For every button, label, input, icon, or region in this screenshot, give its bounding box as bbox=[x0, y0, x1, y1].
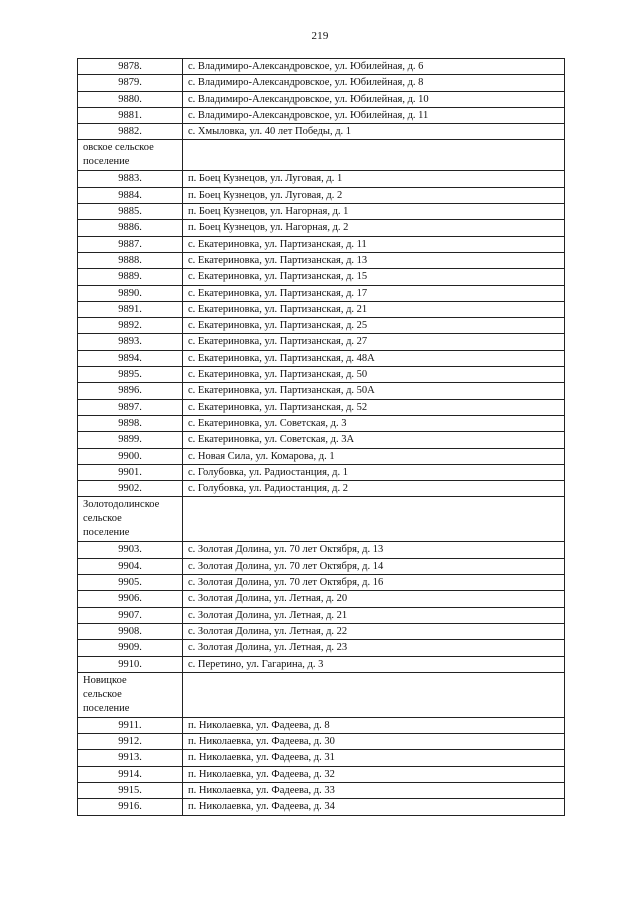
address-registry-table bbox=[77, 58, 565, 816]
row-number: 9903. bbox=[78, 542, 183, 558]
table-row bbox=[78, 252, 565, 268]
row-address: п. Николаевка, ул. Фадеева, д. 33 bbox=[183, 782, 565, 798]
row-address: п. Николаевка, ул. Фадеева, д. 8 bbox=[183, 717, 565, 733]
row-address: с. Золотая Долина, ул. 70 лет Октября, д. 16 bbox=[183, 575, 565, 591]
row-address: п. Боец Кузнецов, ул. Нагорная, д. 2 bbox=[183, 220, 565, 236]
row-number: 9881. bbox=[78, 107, 183, 123]
table-row bbox=[78, 607, 565, 623]
page-number: 219 bbox=[311, 30, 329, 42]
row-number: 9892. bbox=[78, 318, 183, 334]
table-row bbox=[78, 59, 565, 75]
row-address: с. Хмыловка, ул. 40 лет Победы, д. 1 bbox=[183, 124, 565, 140]
table-row bbox=[78, 717, 565, 733]
table-row bbox=[78, 415, 565, 431]
row-number: 9904. bbox=[78, 558, 183, 574]
row-address: с. Золотая Долина, ул. Летная, д. 20 bbox=[183, 591, 565, 607]
row-number: 9883. bbox=[78, 171, 183, 187]
row-number: 9914. bbox=[78, 766, 183, 782]
table-row bbox=[78, 542, 565, 558]
table-row bbox=[78, 656, 565, 672]
row-number: 9905. bbox=[78, 575, 183, 591]
row-number: 9888. bbox=[78, 252, 183, 268]
row-address: с. Новая Сила, ул. Комарова, д. 1 bbox=[183, 448, 565, 464]
table-row bbox=[78, 204, 565, 220]
row-number: 9907. bbox=[78, 607, 183, 623]
table-row bbox=[78, 448, 565, 464]
row-number: 9878. bbox=[78, 59, 183, 75]
empty-address-cell bbox=[183, 140, 565, 171]
table-row bbox=[78, 766, 565, 782]
table-row bbox=[78, 334, 565, 350]
row-address: с. Голубовка, ул. Радиостанция, д. 1 bbox=[183, 464, 565, 480]
table-row bbox=[78, 383, 565, 399]
settlement-group-line: Золотодолинское bbox=[83, 499, 160, 511]
row-address: с. Екатериновка, ул. Партизанская, д. 15 bbox=[183, 269, 565, 285]
row-number: 9910. bbox=[78, 656, 183, 672]
row-number: 9901. bbox=[78, 464, 183, 480]
row-number: 9894. bbox=[78, 350, 183, 366]
table-row bbox=[78, 750, 565, 766]
row-address: п. Николаевка, ул. Фадеева, д. 31 bbox=[183, 750, 565, 766]
table-row bbox=[78, 464, 565, 480]
row-address: п. Боец Кузнецов, ул. Луговая, д. 1 bbox=[183, 171, 565, 187]
row-address: с. Екатериновка, ул. Советская, д. 3А bbox=[183, 432, 565, 448]
row-number: 9890. bbox=[78, 285, 183, 301]
row-address: с. Владимиро-Александровское, ул. Юбилейная, д. 10 bbox=[183, 91, 565, 107]
row-number: 9886. bbox=[78, 220, 183, 236]
row-number: 9915. bbox=[78, 782, 183, 798]
row-address: с. Екатериновка, ул. Партизанская, д. 11 bbox=[183, 236, 565, 252]
table-row bbox=[78, 187, 565, 203]
settlement-group-line: Новицкое bbox=[83, 674, 127, 686]
row-number: 9893. bbox=[78, 334, 183, 350]
row-address: с. Золотая Долина, ул. 70 лет Октября, д. 13 bbox=[183, 542, 565, 558]
row-number: 9900. bbox=[78, 448, 183, 464]
row-address: с. Золотая Долина, ул. Летная, д. 21 bbox=[183, 607, 565, 623]
row-address: с. Екатериновка, ул. Партизанская, д. 17 bbox=[183, 285, 565, 301]
row-address: с. Екатериновка, ул. Партизанская, д. 13 bbox=[183, 252, 565, 268]
table-row bbox=[78, 91, 565, 107]
row-number: 9911. bbox=[78, 717, 183, 733]
row-number: 9899. bbox=[78, 432, 183, 448]
table-row bbox=[78, 171, 565, 187]
settlement-group-name bbox=[78, 672, 183, 717]
row-number: 9896. bbox=[78, 383, 183, 399]
row-address: с. Екатериновка, ул. Партизанская, д. 52 bbox=[183, 399, 565, 415]
row-number: 9882. bbox=[78, 124, 183, 140]
row-address: с. Екатериновка, ул. Партизанская, д. 50А bbox=[183, 383, 565, 399]
table-row bbox=[78, 734, 565, 750]
row-number: 9880. bbox=[78, 91, 183, 107]
table-row bbox=[78, 481, 565, 497]
settlement-group-line: сельское bbox=[83, 513, 122, 525]
table-row bbox=[78, 640, 565, 656]
row-address: с. Перетино, ул. Гагарина, д. 3 bbox=[183, 656, 565, 672]
row-number: 9895. bbox=[78, 367, 183, 383]
row-address: с. Золотая Долина, ул. 70 лет Октября, д. 14 bbox=[183, 558, 565, 574]
table-row bbox=[78, 301, 565, 317]
row-address: с. Золотая Долина, ул. Летная, д. 23 bbox=[183, 640, 565, 656]
settlement-group-line: поселение bbox=[83, 156, 130, 168]
table-row bbox=[78, 623, 565, 639]
table-row bbox=[78, 236, 565, 252]
settlement-group-line: сельское bbox=[83, 688, 122, 700]
row-address: п. Боец Кузнецов, ул. Луговая, д. 2 bbox=[183, 187, 565, 203]
empty-address-cell bbox=[183, 497, 565, 542]
row-address: п. Боец Кузнецов, ул. Нагорная, д. 1 bbox=[183, 204, 565, 220]
row-number: 9909. bbox=[78, 640, 183, 656]
settlement-group-row bbox=[78, 497, 565, 542]
row-address: с. Екатериновка, ул. Партизанская, д. 25 bbox=[183, 318, 565, 334]
row-address: с. Екатериновка, ул. Советская, д. 3 bbox=[183, 415, 565, 431]
row-number: 9879. bbox=[78, 75, 183, 91]
table-row bbox=[78, 575, 565, 591]
row-address: с. Золотая Долина, ул. Летная, д. 22 bbox=[183, 623, 565, 639]
row-address: с. Екатериновка, ул. Партизанская, д. 27 bbox=[183, 334, 565, 350]
row-address: с. Владимиро-Александровское, ул. Юбилейная, д. 6 bbox=[183, 59, 565, 75]
row-number: 9916. bbox=[78, 799, 183, 815]
row-number: 9884. bbox=[78, 187, 183, 203]
row-address: с. Екатериновка, ул. Партизанская, д. 50 bbox=[183, 367, 565, 383]
settlement-group-row bbox=[78, 140, 565, 171]
table-row bbox=[78, 399, 565, 415]
table-row bbox=[78, 220, 565, 236]
row-number: 9897. bbox=[78, 399, 183, 415]
table-row bbox=[78, 367, 565, 383]
table-row bbox=[78, 799, 565, 815]
row-address: п. Николаевка, ул. Фадеева, д. 32 bbox=[183, 766, 565, 782]
table-row bbox=[78, 107, 565, 123]
row-number: 9887. bbox=[78, 236, 183, 252]
settlement-group-row bbox=[78, 672, 565, 717]
row-address: с. Екатериновка, ул. Партизанская, д. 21 bbox=[183, 301, 565, 317]
settlement-group-name bbox=[78, 497, 183, 542]
table-row bbox=[78, 432, 565, 448]
settlement-group-name bbox=[78, 140, 183, 171]
row-address: с. Владимиро-Александровское, ул. Юбилейная, д. 11 bbox=[183, 107, 565, 123]
row-number: 9891. bbox=[78, 301, 183, 317]
row-number: 9885. bbox=[78, 204, 183, 220]
row-number: 9898. bbox=[78, 415, 183, 431]
row-address: п. Николаевка, ул. Фадеева, д. 30 bbox=[183, 734, 565, 750]
table-body bbox=[78, 59, 565, 816]
row-number: 9902. bbox=[78, 481, 183, 497]
row-address: с. Голубовка, ул. Радиостанция, д. 2 bbox=[183, 481, 565, 497]
row-number: 9906. bbox=[78, 591, 183, 607]
table-row bbox=[78, 591, 565, 607]
table-row bbox=[78, 269, 565, 285]
table-row bbox=[78, 124, 565, 140]
row-number: 9912. bbox=[78, 734, 183, 750]
row-address: с. Владимиро-Александровское, ул. Юбилейная, д. 8 bbox=[183, 75, 565, 91]
table-row bbox=[78, 558, 565, 574]
settlement-group-line: овское сельское bbox=[83, 142, 154, 154]
table-row bbox=[78, 285, 565, 301]
table-row bbox=[78, 350, 565, 366]
empty-address-cell bbox=[183, 672, 565, 717]
row-address: п. Николаевка, ул. Фадеева, д. 34 bbox=[183, 799, 565, 815]
settlement-group-line: поселение bbox=[83, 527, 130, 539]
row-number: 9913. bbox=[78, 750, 183, 766]
table-row bbox=[78, 318, 565, 334]
settlement-group-line: поселение bbox=[83, 702, 130, 714]
table-row bbox=[78, 75, 565, 91]
row-number: 9908. bbox=[78, 623, 183, 639]
table-row bbox=[78, 782, 565, 798]
row-number: 9889. bbox=[78, 269, 183, 285]
row-address: с. Екатериновка, ул. Партизанская, д. 48А bbox=[183, 350, 565, 366]
